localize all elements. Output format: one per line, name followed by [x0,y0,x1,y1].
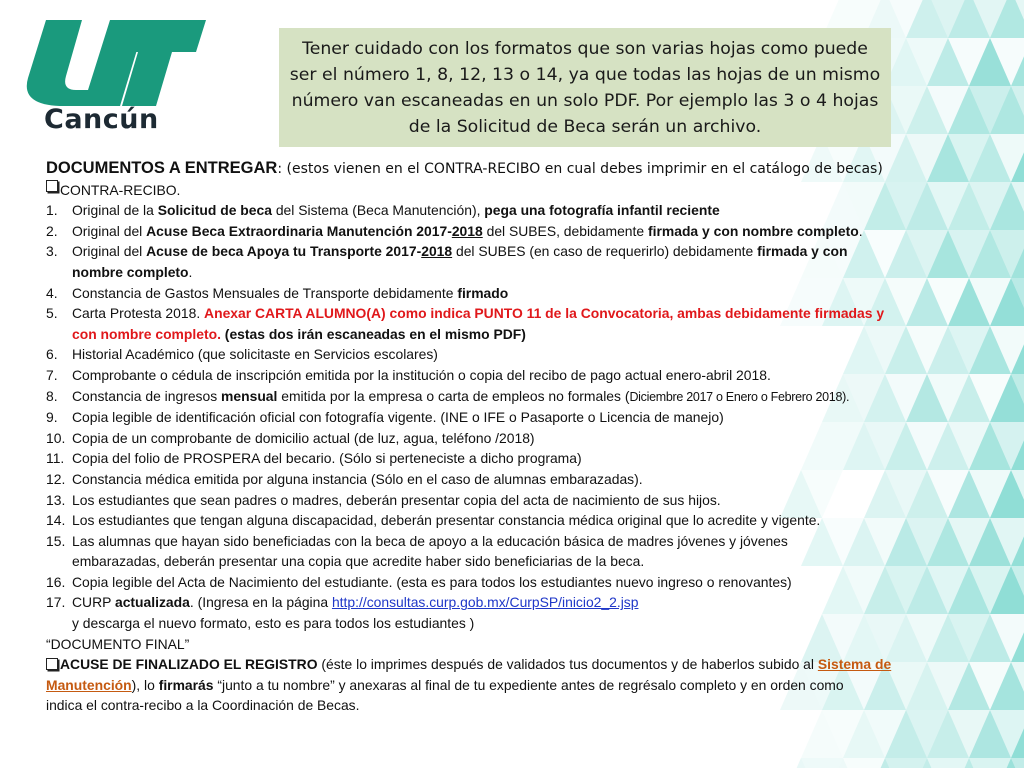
list-item-6: 6. Historial Académico (que solicitaste en Servicios escolares) [46,346,438,363]
list-item-9: 9. Copia legible de identificación oficial con fotografía vigente. (INE o IFE o Pasaporte o Licencia de manejo) [46,409,724,426]
list-item-5-cont: con nombre completo. (estas dos irán escaneadas en el mismo PDF) [72,325,526,342]
contra-recibo-item [46,180,966,201]
list-item-16: 16. Copia legible del Acta de Nacimiento del estudiante. (esta es para todos los estudiantes nuevo ingreso o renovantes) [46,573,792,590]
contra-recibo-label: CONTRA-RECIBO. [60,181,181,198]
pattern-triangle [927,758,969,768]
list-item-3: 3. Original del Acuse de beca Apoya tu Transporte 2017-2018 del SUBES (en caso de requerirlo) debidamente firmada y con [46,243,848,260]
list-header [46,158,966,180]
list-item-10: 10. Copia de un comprobante de domicilio actual (de luz, agua, teléfono /2018) [46,429,535,446]
list-item-17: 17. CURP actualizada. (Ingresa en la página http://consultas.curp.gob.mx/CurpSP/inicio2_2.jsp [46,594,639,611]
list-item-3-cont: nombre completo. [72,263,193,280]
list-subtitle: : (estos vienen en el CONTRA-RECIBO en cual debes imprimir en el catálogo de becas) [277,161,883,177]
list-item-5: 5. Carta Protesta 2018. Anexar CARTA ALUMNO(A) como indica PUNTO 11 de la Convocatoria, ambas debidamente firmadas y [46,305,885,322]
list-item-15-cont: embarazadas, deberán presentar una copia que acredite haber sido beneficiarias de la beca. [72,553,645,570]
list-item-11: 11. Copia del folio de PROSPERA del becario. (Sólo si perteneciste a dicho programa) [46,450,582,467]
pattern-triangle [885,758,927,768]
manutencion-link[interactable]: Manutención [46,676,132,693]
checkbox-icon [46,180,58,192]
list-item-8: 8. Constancia de ingresos mensual emitida por la empresa o carta de empleos no formales (Diciembre 2017 o Enero o Febrero 2018). [46,387,850,404]
list-item-13: 13. Los estudiantes que sean padres o madres, deberán presentar copia del acta de nacimiento de sus hijos. [46,491,721,508]
document-list [46,158,966,716]
warning-note: Tener cuidado con los formatos que son varias hojas como puede ser el número 1, 8, 12, 13 o 14, ya que todas las hojas de un mismo número van escaneadas en un solo PDF. Por ejemplo las 3 o 4 hojas de la Solicitud de Beca serán un archivo. [279,28,891,147]
checkbox-icon [46,658,58,670]
final-document-label: “DOCUMENTO FINAL” [46,635,190,652]
list-item-1: 1. Original de la Solicitud de beca del Sistema (Beca Manutención), pega una fotografía infantil reciente [46,202,720,219]
list-title: DOCUMENTOS A ENTREGAR [46,159,278,177]
list-item-12: 12. Constancia médica emitida por alguna instancia (Sólo en el caso de alumnas embarazadas). [46,470,643,487]
curp-link[interactable]: http://consultas.curp.gob.mx/CurpSP/inicio2_2.jsp [331,594,639,611]
pattern-triangle [801,758,843,768]
list-item-2: 2. Original del Acuse Beca Extraordinaria Manutención 2017-2018 del SUBES, debidamente firmada y con nombre completo. [46,222,863,239]
sistema-link[interactable]: Sistema de [817,656,892,673]
list-item-4: 4. Constancia de Gastos Mensuales de Transporte debidamente firmado [46,284,509,301]
final-document-item: ACUSE DE FINALIZADO EL REGISTRO (éste lo imprimes después de validados tus documentos y de haberlos subido al Sistema de Manutención), lo firmarás “junto a tu nombre” y anexaras al final de tu expediente antes de regrésalo completo y en orden como indica el contra-recibo a la Coordinación de Becas. [46,656,892,714]
list-item-7: 7. Comprobante o cédula de inscripción emitida por la institución o copia del recibo de pago actual enero-abril 2018. [46,366,771,383]
pattern-triangle [843,758,885,768]
pattern-triangle [969,758,1011,768]
logo-city-text: Cancún [44,104,159,135]
list-item-14: 14. Los estudiantes que tengan alguna discapacidad, deberán presentar constancia médica original que lo acredite y vigente. [46,512,821,529]
list-item-15: 15. Las alumnas que hayan sido beneficiadas con la beca de apoyo a la educación básica de madres jóvenes y jóvenes [46,532,788,549]
list-item-17-cont: y descarga el nuevo formato, esto es para todos los estudiantes ) [72,615,475,632]
